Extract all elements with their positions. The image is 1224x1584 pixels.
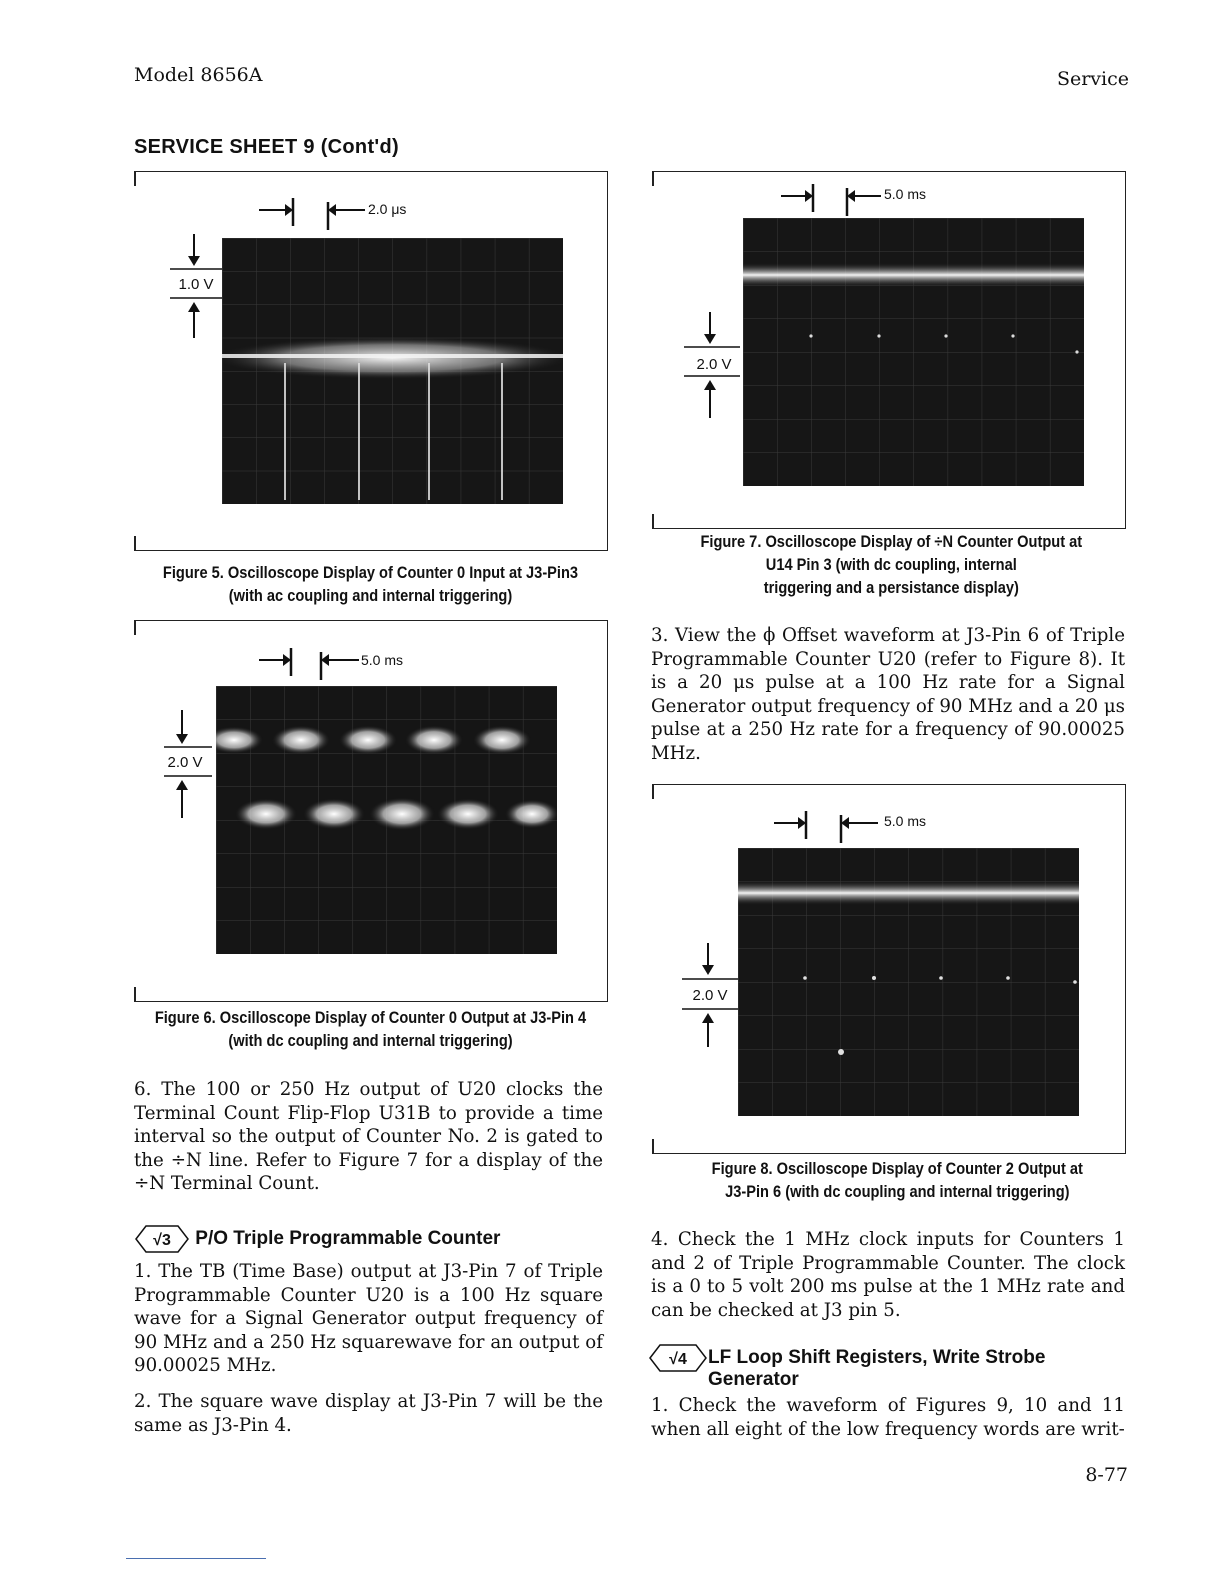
paragraph-1-right: 1. Check the waveform of Figures 9, 10 and 11 when all eight of the low frequency words are writ- <box>651 1395 1125 1440</box>
section-header: Service <box>1056 68 1129 90</box>
time-scale-label: 5.0 ms <box>884 813 927 829</box>
oscilloscope-display-fig6 <box>216 686 557 954</box>
time-scale-arrows <box>770 809 880 845</box>
footer-rule <box>126 1558 266 1559</box>
volt-scale-label: 2.0 V <box>167 754 203 771</box>
oscilloscope-display-fig7 <box>743 218 1084 486</box>
figure-8-caption <box>678 1157 1117 1203</box>
section-4-title-line: Generator <box>708 1369 799 1390</box>
section-3-title: P/O Triple Programmable Counter <box>195 1228 501 1250</box>
right-column-bottom <box>651 1228 1125 1334</box>
time-scale-arrows <box>777 182 887 218</box>
volt-scale-label: 2.0 V <box>696 356 732 373</box>
section-4-heading <box>648 1342 1128 1391</box>
paragraph-4: 4. Check the 1 MHz clock inputs for Counters 1 and 2 of Triple Programmable Counter. The clock is a 0 to 5 volt 200 ms pulse at the 1 MHz rate and can be checked at J3 pin 5. <box>651 1229 1125 1321</box>
time-scale-label: 5.0 ms <box>361 652 404 668</box>
paragraph-3: 3. View the ϕ Offset waveform at J3-Pin 6 of Triple Programmable Counter U20 (refer to Figure 8). It is a 20 μs pulse at a 100 Hz rate for a Signal Generator output frequency of 90 MHz and a 20 μs pulse at a 250 Hz rate for a frequency of 90.00025 MHz. <box>651 625 1125 764</box>
paragraph-2: 2. The square wave display at J3-Pin 7 will be the same as J3-Pin 4. <box>134 1390 603 1436</box>
section-badge-icon <box>134 1224 190 1254</box>
caption-line: triggering and a persistance display) <box>763 578 1019 597</box>
section-badge-icon <box>648 1342 708 1374</box>
section-3-heading <box>134 1224 604 1254</box>
figure-7-caption <box>672 530 1111 599</box>
figure-5-caption <box>134 561 607 607</box>
page-number: 8-77 <box>1085 1464 1128 1486</box>
right-column-final <box>651 1394 1125 1453</box>
time-scale-arrows <box>255 646 365 682</box>
model-header: Model 8656A <box>134 64 263 86</box>
left-column-top <box>134 1078 603 1208</box>
section-badge-label: √4 <box>669 1351 687 1368</box>
paragraph-1: 1. The TB (Time Base) output at J3-Pin 7 of Triple Programmable Counter U20 is a 100 Hz square wave for a Signal Generator output frequency of 90 MHz and a 250 Hz squarewave for an output of 90.00025 MHz. <box>134 1261 603 1377</box>
caption-line: U14 Pin 3 (with dc coupling, internal <box>765 555 1017 574</box>
oscilloscope-display-fig5 <box>222 238 563 504</box>
time-scale-arrows <box>255 196 365 232</box>
caption-line: Figure 6. Oscilloscope Display of Counter 0 Output at J3-Pin 4 <box>154 1008 587 1027</box>
oscilloscope-display-fig8 <box>738 848 1079 1116</box>
left-column-bottom <box>134 1260 603 1449</box>
figure-6-caption <box>134 1006 607 1052</box>
caption-line: Figure 5. Oscilloscope Display of Counter 0 Input at J3-Pin3 <box>162 563 579 582</box>
caption-line: (with dc coupling and internal triggering) <box>228 1031 513 1050</box>
time-scale-label: 5.0 ms <box>884 186 927 202</box>
volt-scale-label: 2.0 V <box>692 987 728 1004</box>
right-column-top <box>651 624 1125 778</box>
time-scale-label: 2.0 μs <box>368 201 407 217</box>
section-badge-label: √3 <box>153 1232 171 1249</box>
paragraph-6: 6. The 100 or 250 Hz output of U20 clocks the Terminal Count Flip-Flop U31B to provide a time interval so the output of Counter No. 2 is gated to the ÷N line. Refer to Figure 7 for a display of the ÷N Terminal Count. <box>134 1079 603 1195</box>
section-4-title-line: LF Loop Shift Registers, Write Strobe <box>708 1347 1046 1368</box>
caption-line: Figure 8. Oscilloscope Display of Counter 2 Output at <box>711 1159 1083 1178</box>
sheet-title: SERVICE SHEET 9 (Cont'd) <box>134 136 399 158</box>
volt-scale-label: 1.0 V <box>178 276 214 293</box>
caption-line: J3-Pin 6 (with dc coupling and internal triggering) <box>725 1182 1070 1201</box>
caption-line: Figure 7. Oscilloscope Display of ÷N Counter Output at <box>700 532 1083 551</box>
caption-line: (with ac coupling and internal triggering) <box>228 586 513 605</box>
